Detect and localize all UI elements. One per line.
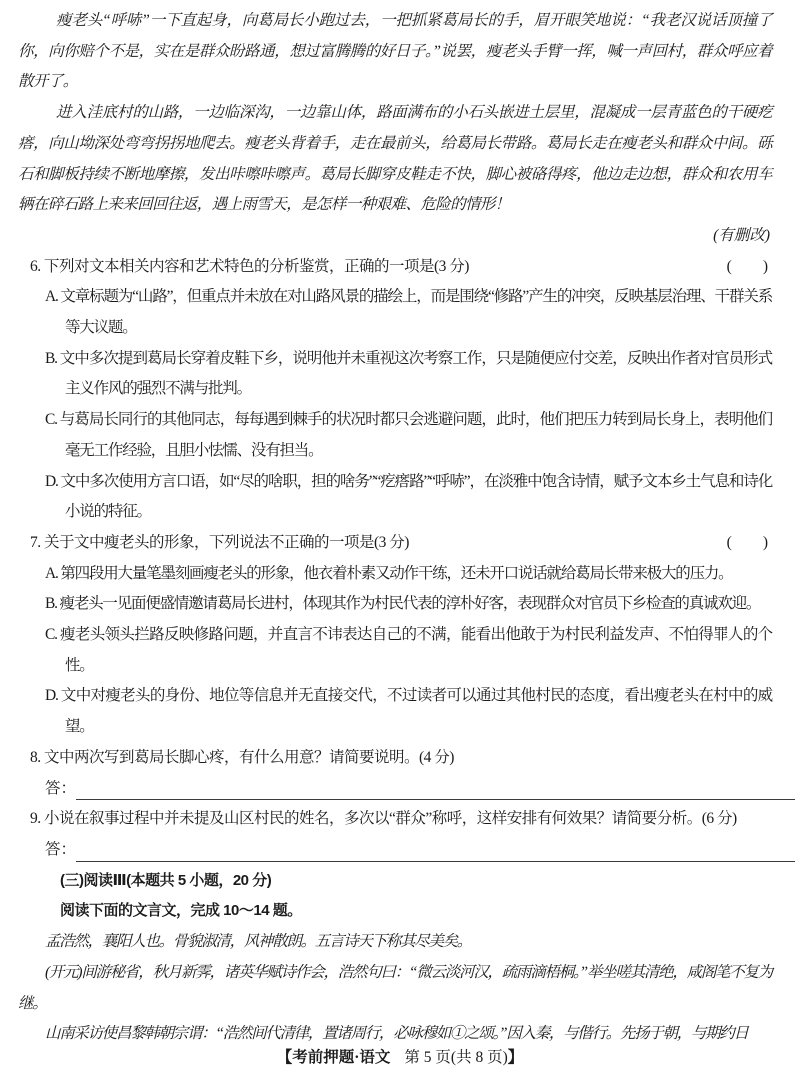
- question-6-option-c: [45, 405, 772, 466]
- classical-paragraph: 孟浩然，襄阳人也。骨貌淑清，风神散朗。五言诗天下称其尽美矣。: [45, 933, 472, 951]
- question-number: 9.: [30, 810, 41, 828]
- classical-paragraph: (开元)间游秘省，秋月新霁，诸英华赋诗作会，浩然句曰：“微云淡河汉，疏雨滴梧桐。”举坐嗟其清绝，咸阁笔不复为继。: [18, 963, 772, 1012]
- question-stem-text: 文中两次写到葛局长脚心疼，有什么用意？请简要说明。(4 分): [44, 748, 454, 766]
- question-stem-text: 关于文中瘦老头的形象，下列说法不正确的一项是(3 分): [44, 533, 409, 551]
- option-label: D.: [45, 472, 58, 490]
- question-number: 6.: [30, 257, 41, 275]
- passage-attribution: (有删改): [713, 226, 770, 244]
- option-text: 瘦老头一见面便盛情邀请葛局长进村，体现其作为村民代表的淳朴好客，表现群众对官员下乡检查的真诚欢迎。: [59, 595, 761, 613]
- classical-paragraph: 山南采访使昌黎韩朝宗谓：“浩然间代清律，置诸周行，必咏穆如①之颂。”因入秦，与偕行。先扬于朝，与期约日: [45, 1025, 748, 1043]
- question-7-option-a: [45, 559, 772, 590]
- classical-passage: [18, 927, 772, 1050]
- section-header: (三)阅读Ⅲ(本题共 5 小题，20 分): [60, 871, 272, 889]
- option-text: 文中多次提到葛局长穿着皮鞋下乡，说明他并未重视这次考察工作，只是随便应付交差，反映出作者对官员形式主义作风的强烈不满与批判。: [59, 349, 772, 398]
- question-6: [18, 252, 772, 528]
- section-3: [18, 866, 772, 927]
- option-label: B.: [45, 595, 57, 613]
- answer-blank-line: [76, 775, 795, 800]
- option-label: A.: [45, 288, 58, 306]
- question-9-answer-row: [45, 835, 795, 866]
- footer-left-bracket: 【: [276, 1049, 293, 1066]
- option-label: B.: [45, 349, 57, 367]
- option-label: A.: [45, 564, 58, 582]
- question-number: 8.: [30, 748, 41, 766]
- answer-label: 答：: [45, 779, 77, 797]
- option-text: 文中对瘦老头的身份、地位等信息并无直接交代，不过读者可以通过其他村民的态度，看出瘦老头在村中的威望。: [60, 687, 772, 736]
- answer-label: 答：: [45, 840, 77, 858]
- option-text: 文章标题为“山路”，但重点并未放在对山路风景的描绘上，而是围绕“修路”产生的冲突，反映基层治理、干群关系等大议题。: [60, 288, 772, 337]
- question-7-option-b: [45, 589, 772, 620]
- question-6-stem: [18, 252, 772, 283]
- page-footer: [0, 1046, 800, 1070]
- answer-blank-line: [76, 837, 795, 862]
- passage-paragraph: 进入洼底村的山路，一边临深沟，一边靠山体，路面满布的小石头嵌进土层里，混凝成一层青蓝色的干硬疙瘩，向山坳深处弯弯拐拐地爬去。瘦老头背着手，走在最前头，给葛局长带路。葛局长走在瘦老头和群众中间。砾石和脚板持续不断地摩擦，发出咔嚓咔嚓声。葛局长脚穿皮鞋走不快，脚心被硌得疼，他边走边想，群众和农用车辆在碎石路上来来回回往返，遇上雨雪天，是怎样一种艰难、危险的情形！: [18, 104, 772, 214]
- question-7: [18, 528, 772, 743]
- question-6-option-a: [45, 282, 772, 343]
- answer-bracket: ( ): [726, 533, 768, 551]
- question-7-option-d: [45, 681, 772, 742]
- option-label: C.: [45, 626, 57, 644]
- option-text: 与葛局长同行的其他同志，每每遇到棘手的状况时都只会逃避问题，此时，他们把压力转到局长身上，表明他们毫无工作经验，且胆小怯懦、没有担当。: [59, 411, 772, 459]
- question-7-stem: [18, 528, 772, 559]
- footer-right-bracket: 】: [507, 1049, 524, 1066]
- question-8-stem: [18, 743, 772, 774]
- question-9: [18, 804, 772, 865]
- option-text: 第四段用大量笔墨刻画瘦老头的形象，他衣着朴素又动作干练，还未开口说话就给葛局长带来极大的压力。: [60, 564, 733, 582]
- question-8-answer-row: [45, 774, 795, 805]
- passage-paragraph: 瘦老头“呼哧”一下直起身，向葛局长小跑过去，一把抓紧葛局长的手，眉开眼笑地说：“我老汉说话顶撞了你，向你赔个不是，实在是群众盼路通，想过富腾腾的好日子。”说罢，瘦老头手臂一挥，喊一声回村，群众呼应着散开了。: [18, 12, 772, 91]
- option-label: D.: [45, 687, 58, 705]
- question-7-option-c: [45, 620, 772, 681]
- reading-passage: [18, 6, 772, 252]
- question-6-option-d: [45, 467, 772, 528]
- question-6-option-b: [45, 344, 772, 405]
- option-text: 文中多次使用方言口语，如“尽的啥职，担的啥务”“疙瘩路”“呼哧”，在淡雅中饱含诗情，赋予文本乡土气息和诗化小说的特征。: [60, 472, 772, 521]
- section-instruction: 阅读下面的文言文，完成 10～14 题。: [60, 902, 302, 920]
- question-number: 7.: [30, 533, 41, 551]
- footer-page-number: 第 5 页(共 8 页): [404, 1049, 508, 1066]
- answer-bracket: ( ): [726, 257, 768, 275]
- question-8: [18, 743, 772, 804]
- question-stem-text: 小说在叙事过程中并未提及山区村民的姓名，多次以“群众”称呼，这样安排有何效果？请简要分析。(6 分): [44, 810, 737, 828]
- option-text: 瘦老头领头拦路反映修路问题，并直言不讳表达自己的不满，能看出他敢于为村民利益发声、不怕得罪人的个性。: [60, 626, 772, 674]
- footer-brand: 考前押题·语文: [292, 1049, 391, 1066]
- question-9-stem: [18, 804, 772, 835]
- option-label: C.: [45, 411, 57, 429]
- question-stem-text: 下列对文本相关内容和艺术特色的分析鉴赏，正确的一项是(3 分): [44, 257, 469, 275]
